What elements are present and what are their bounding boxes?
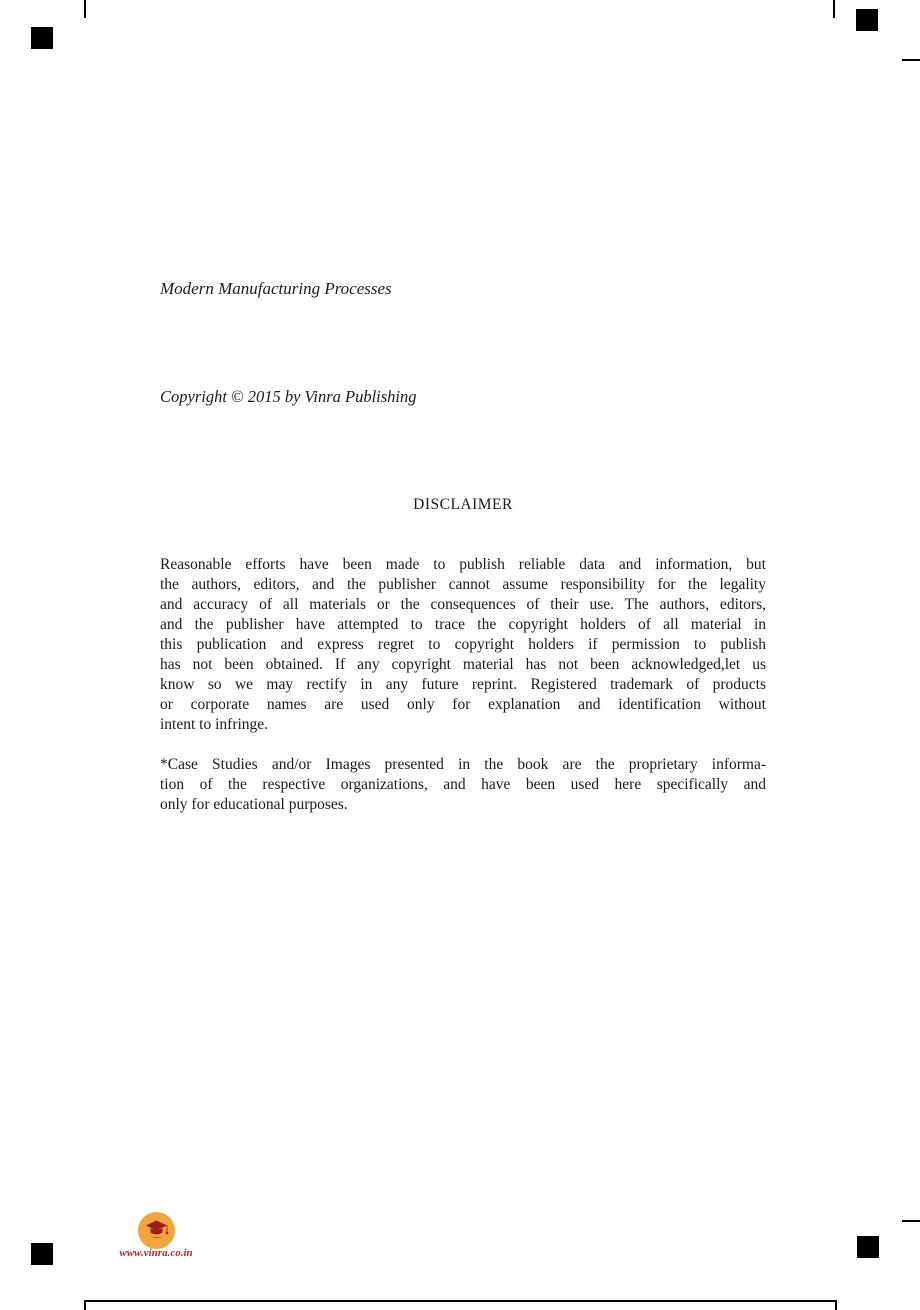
- paragraph-line: the authors, editors, and the publisher cannot assume responsibility for the legality: [160, 576, 766, 593]
- registration-square-top-left: [31, 27, 53, 49]
- publisher-website: www.vinra.co.in: [119, 1247, 193, 1259]
- copyright-line: Copyright © 2015 by Vinra Publishing: [160, 387, 417, 406]
- paragraph-line: or corporate names are used only for explanation and identification without: [160, 696, 766, 713]
- registration-square-top-right: [856, 9, 878, 31]
- bottom-trim-rule: [85, 1300, 837, 1302]
- publisher-logo: [138, 1212, 175, 1249]
- paragraph-line: has not been obtained. If any copyright material has not been acknowledged,let us: [160, 656, 766, 673]
- crop-mark-right-edge-bottom-tick: [902, 1220, 920, 1222]
- paragraph-line: *Case Studies and/or Images presented in the book are the proprietary informa-: [160, 756, 766, 773]
- crop-mark-bottom-left-stub: [84, 1300, 86, 1310]
- registration-square-bottom-right: [857, 1236, 879, 1258]
- paragraph-line: this publication and express regret to copyright holders if permission to publish: [160, 636, 766, 653]
- paragraph-line: tion of the respective organizations, and have been used here specifically and: [160, 776, 766, 793]
- running-title: Modern Manufacturing Processes: [160, 279, 392, 298]
- crop-mark-top-left-tick: [84, 0, 86, 18]
- crop-mark-bottom-right-stub: [835, 1300, 837, 1310]
- paragraph-line: know so we may rectify in any future reprint. Registered trademark of products: [160, 676, 766, 693]
- paragraph-line: and the publisher have attempted to trace the copyright holders of all material in: [160, 616, 766, 633]
- paragraph-line: Reasonable efforts have been made to publish reliable data and information, but: [160, 556, 766, 573]
- paragraph-line: only for educational purposes.: [160, 796, 348, 813]
- crop-mark-right-edge-top-tick: [902, 59, 920, 61]
- paragraph-line: intent to infringe.: [160, 716, 269, 733]
- crop-mark-top-right-tick: [833, 0, 835, 18]
- disclaimer-paragraph: [160, 555, 766, 735]
- disclaimer-heading: DISCLAIMER: [413, 496, 513, 513]
- paragraph-line: and accuracy of all materials or the consequences of their use. The authors, editors,: [160, 596, 766, 613]
- case-studies-note-paragraph: [160, 755, 766, 815]
- registration-square-bottom-left: [31, 1243, 53, 1265]
